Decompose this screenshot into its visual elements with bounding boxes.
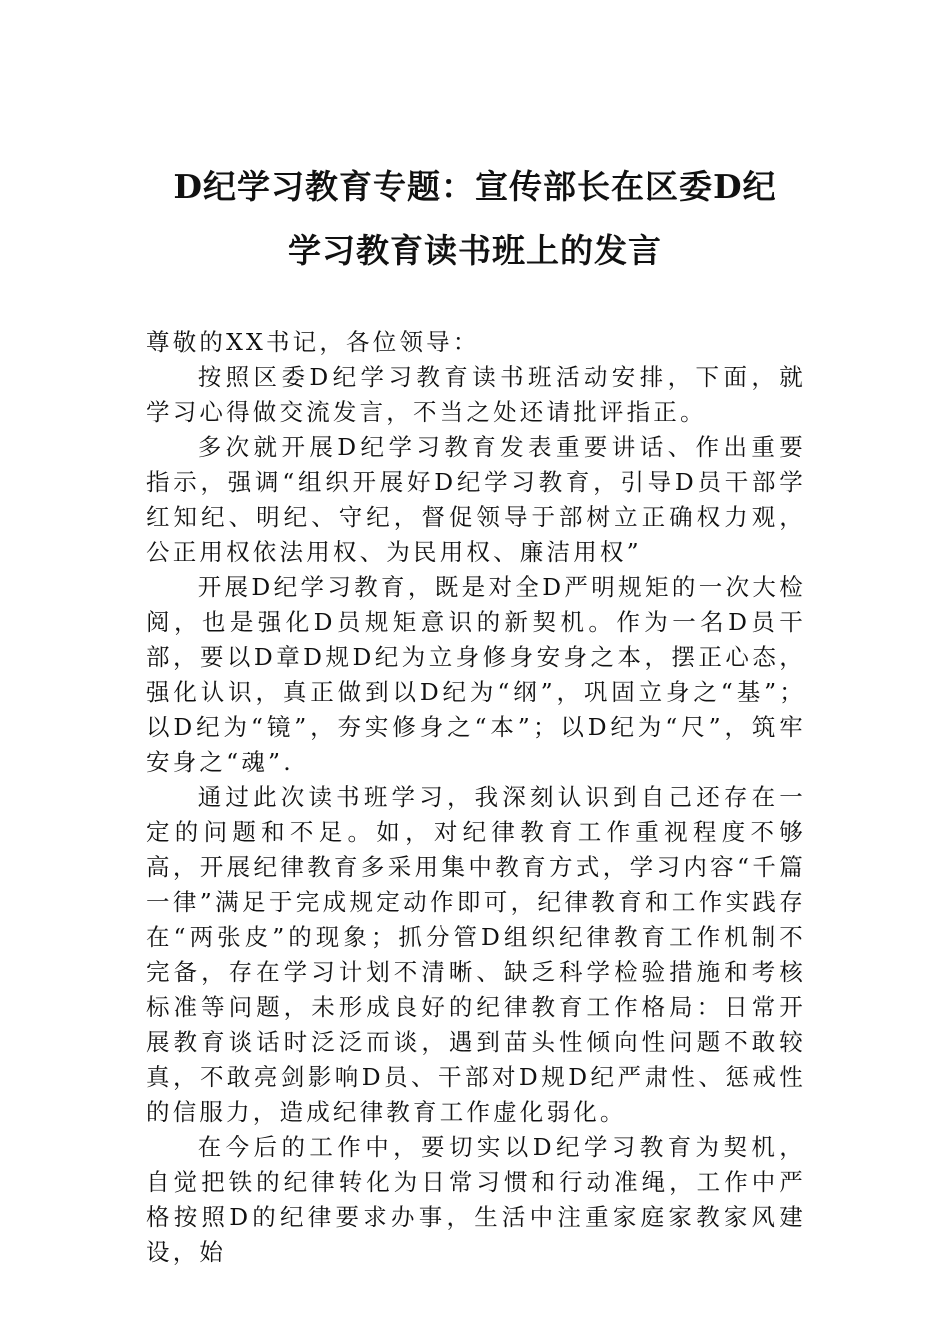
title-line-2: 学习教育读书班上的发言 — [288, 231, 662, 270]
paragraph-4: 通过此次读书班学习，我深刻认识到自己还存在一定的问题和不足。如，对纪律教育工作重视程度不够高，开展纪律教育多采用集中教育方式，学习内容“千篇一律”满足于完成规定动作即可，纪律教育和工作实践存在“两张皮”的现象；抓分管D组织纪律教育工作机制不完备，存在学习计划不清晰、缺乏科学检验措施和考核标准等问题，未形成良好的纪律教育工作格局：日常开展教育谈话时泛泛而谈，遇到苗头性倾向性问题不敢较真，不敢亮剑影响D员、干部对D规D纪严肃性、惩戒性的信服力，造成纪律教育工作虚化弱化。 — [146, 783, 806, 1126]
title-line-1: D纪学习教育专题：宣传部长在区委D纪 — [173, 167, 777, 206]
paragraph-1: 按照区委D纪学习教育读书班活动安排，下面，就学习心得做交流发言，不当之处还请批评指正。 — [146, 363, 806, 426]
paragraph-3: 开展D纪学习教育，既是对全D严明规矩的一次大检阅，也是强化D员规矩意识的新契机。作为一名D员干部，要以D章D规D纪为立身修身安身之本，摆正心态，强化认识，真正做到以D纪为“纲”，巩固立身之“基”；以D纪为“镜”，夯实修身之“本”；以D纪为“尺”，筑牢安身之“魂”. — [146, 573, 806, 776]
document-body — [146, 325, 806, 1270]
paragraph-2: 多次就开展D纪学习教育发表重要讲话、作出重要指示，强调“组织开展好D纪学习教育，引导D员干部学红知纪、明纪、守纪，督促领导于部树立正确权力观，公正用权依法用权、为民用权、廉洁用权” — [146, 433, 806, 566]
salutation: 尊敬的XX书记，各位领导： — [146, 328, 480, 356]
paragraph-5: 在今后的工作中，要切实以D纪学习教育为契机，自觉把铁的纪律转化为日常习惯和行动准绳，工作中严格按照D的纪律要求办事，生活中注重家庭家教家风建设，始 — [146, 1133, 806, 1266]
document-title — [0, 155, 950, 283]
